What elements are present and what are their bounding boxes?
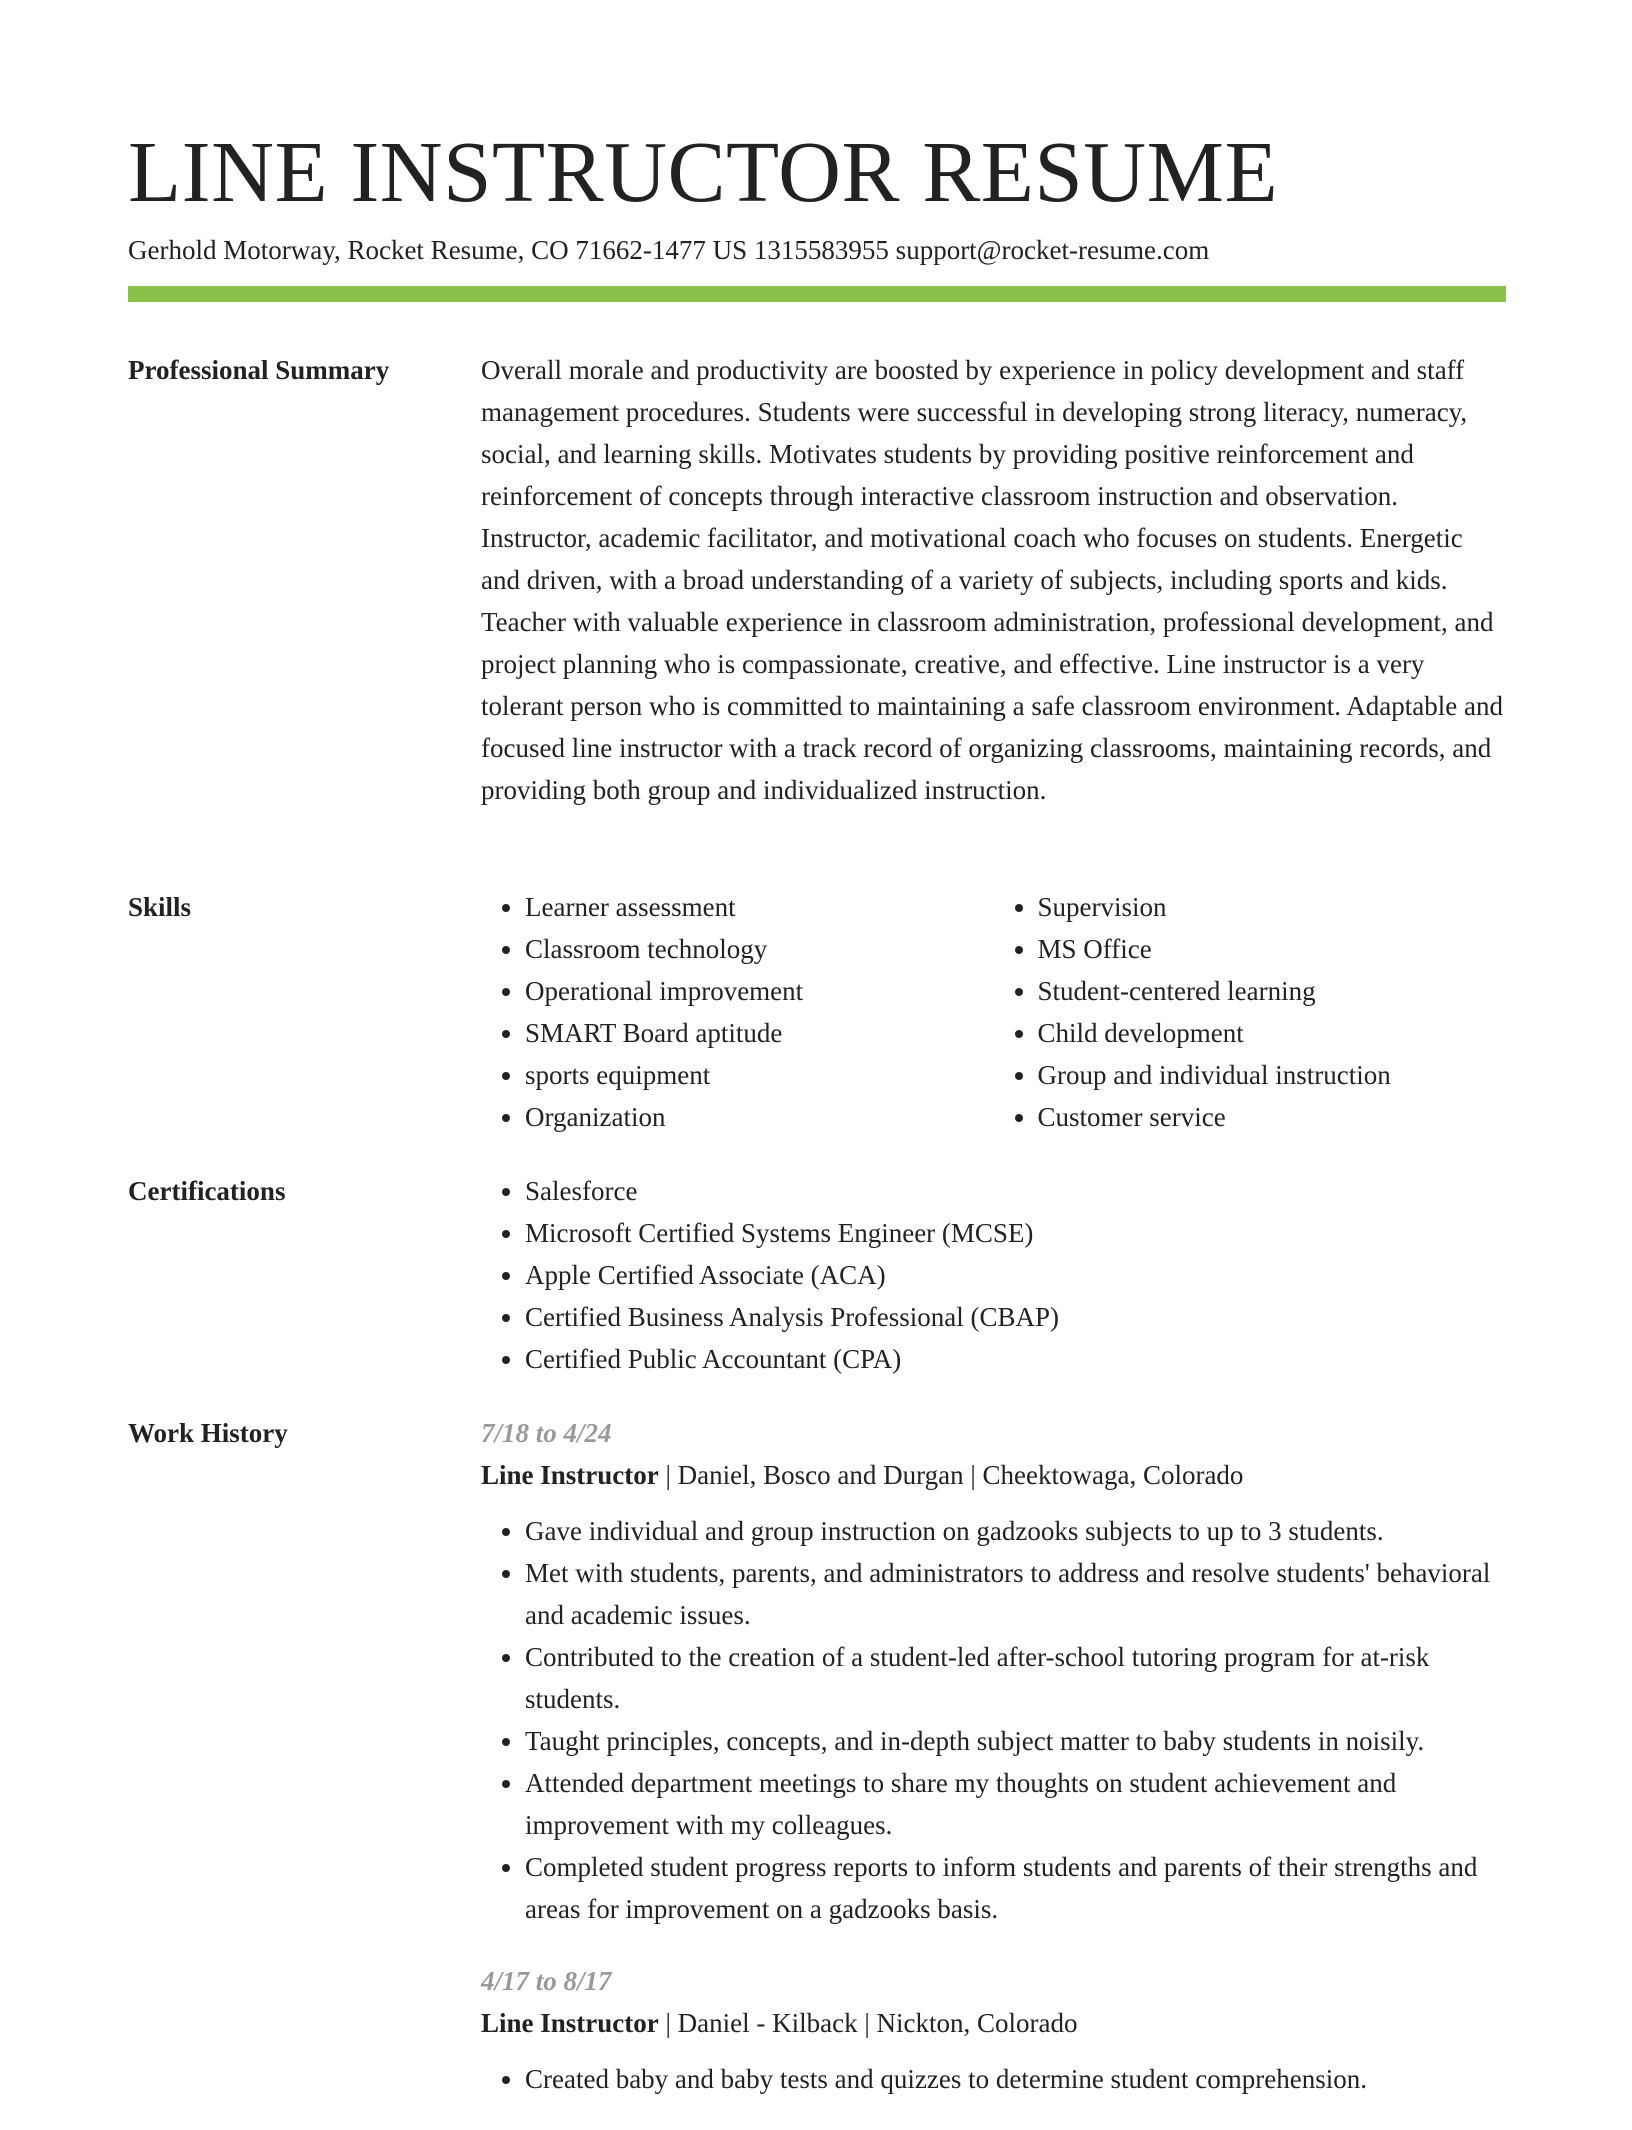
list-item: • Operational improvement: [525, 970, 994, 1012]
job-title-line: [481, 2002, 1506, 2044]
list-item: • Gave individual and group instruction on gadzooks subjects to up to 3 students.: [525, 1510, 1506, 1552]
list-item: • SMART Board aptitude: [525, 1012, 994, 1054]
list-item: • Learner assessment: [525, 886, 994, 928]
list-item: • Taught principles, concepts, and in-depth subject matter to baby students in noisily.: [525, 1720, 1506, 1762]
list-item: • Completed student progress reports to inform students and parents of their strengths and areas for improvement on a gadzooks basis.: [525, 1846, 1506, 1930]
summary-text: Overall morale and productivity are boosted by experience in policy development and staff management procedures. Students were successful in developing strong literacy, numeracy, social, and learning skills. Motivates students by providing positive reinforcement and reinforcement of concepts through interactive classroom instruction and observation. Instructor, academic facilitator, and motivational coach who focuses on students. Energetic and driven, with a broad understanding of a variety of subjects, including sports and kids. Teacher with valuable experience in classroom administration, professional development, and project planning who is compassionate, creative, and effective. Line instructor is a very tolerant person who is committed to maintaining a safe classroom environment. Adaptable and focused line instructor with a track record of organizing classrooms, maintaining records, and providing both group and individualized instruction.: [481, 355, 1503, 805]
list-item: • Classroom technology: [525, 928, 994, 970]
list-item: • Salesforce: [525, 1170, 1506, 1212]
skills-list-left: [481, 886, 994, 1138]
list-item: • Certified Public Accountant (CPA): [525, 1338, 1506, 1380]
skills-body: [481, 886, 1506, 1138]
section-label-certifications: Certifications: [128, 1176, 286, 1206]
job-bullets: [481, 1510, 1506, 1930]
contact-line: Gerhold Motorway, Rocket Resume, CO 71662-1477 US 1315583955 support@rocket-resume.com: [128, 235, 1210, 265]
page-title: LINE INSTRUCTOR RESUME: [128, 123, 1279, 220]
certifications-list: [481, 1170, 1506, 1380]
section-label-work-history: Work History: [128, 1418, 288, 1448]
list-item: • Certified Business Analysis Professional (CBAP): [525, 1296, 1506, 1338]
skills-list-right: [994, 886, 1507, 1138]
header-divider: [128, 286, 1506, 302]
job-entry: [481, 1960, 1506, 2100]
list-item: • sports equipment: [525, 1054, 994, 1096]
list-item: • Attended department meetings to share my thoughts on student achievement and improvement with my colleagues.: [525, 1762, 1506, 1846]
list-item: • Created baby and baby tests and quizzes to determine student comprehension.: [525, 2058, 1506, 2100]
job-dates: 7/18 to 4/24: [481, 1418, 612, 1448]
job-role: Line Instructor: [481, 1460, 659, 1490]
job-title-line: [481, 1454, 1506, 1496]
job-entry: [481, 1412, 1506, 1930]
list-item: • Student-centered learning: [1038, 970, 1507, 1012]
list-item: • Met with students, parents, and administrators to address and resolve students' behavioral and academic issues.: [525, 1552, 1506, 1636]
list-item: • Group and individual instruction: [1038, 1054, 1507, 1096]
list-item: • Apple Certified Associate (ACA): [525, 1254, 1506, 1296]
list-item: • Child development: [1038, 1012, 1507, 1054]
job-details: | Daniel, Bosco and Durgan | Cheektowaga, Colorado: [658, 1460, 1244, 1490]
list-item: • Supervision: [1038, 886, 1507, 928]
skills-columns: [481, 886, 1506, 1138]
job-dates: 4/17 to 8/17: [481, 1966, 612, 1996]
list-item: • Customer service: [1038, 1096, 1507, 1138]
list-item: • Organization: [525, 1096, 994, 1138]
section-label-skills: Skills: [128, 892, 192, 922]
certifications-body: [481, 1170, 1506, 1380]
job-details: | Daniel - Kilback | Nickton, Colorado: [658, 2008, 1078, 2038]
list-item: • MS Office: [1038, 928, 1507, 970]
summary-body: [481, 349, 1506, 811]
job-role: Line Instructor: [481, 2008, 659, 2038]
list-item: • Contributed to the creation of a student-led after-school tutoring program for at-risk students.: [525, 1636, 1506, 1720]
list-item: • Microsoft Certified Systems Engineer (MCSE): [525, 1212, 1506, 1254]
work-history-body: [481, 1412, 1506, 2130]
section-label-summary: Professional Summary: [128, 355, 390, 385]
job-bullets: [481, 2058, 1506, 2100]
